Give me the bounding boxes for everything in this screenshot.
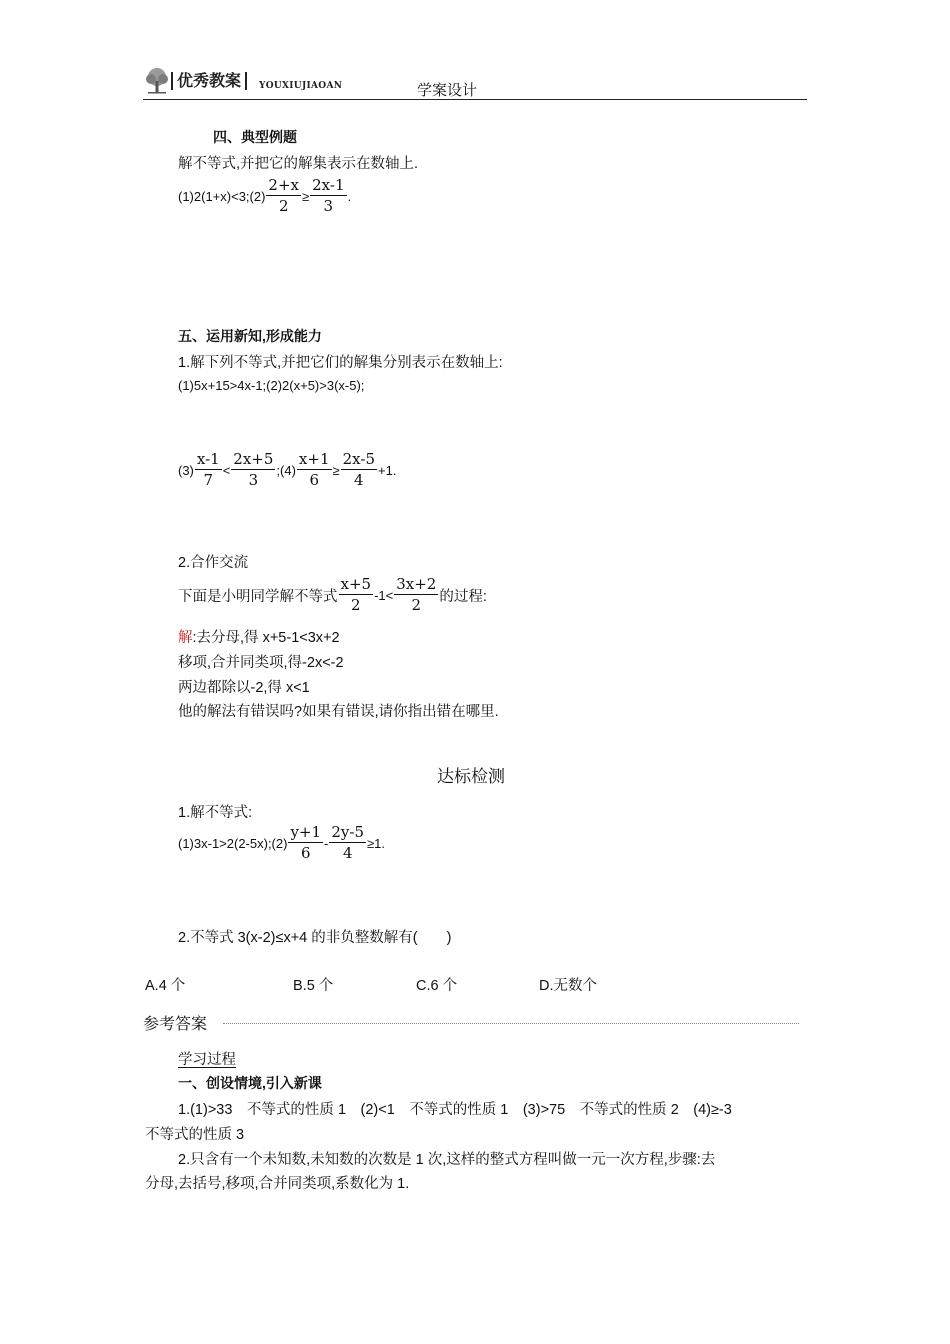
- problem-text: (1)3x-1>2(2-5x);(2): [178, 835, 288, 851]
- section4-heading: 四、典型例题: [213, 129, 297, 145]
- section5-q1-line1: (1)5x+15>4x-1;(2)2(x+5)>3(x-5);: [178, 378, 365, 393]
- check-title: 达标检测: [437, 767, 505, 786]
- problem-text: 的过程:: [439, 588, 487, 605]
- solution-line-4: 他的解法有错误吗?如果有错误,请你指出错在哪里.: [178, 704, 499, 720]
- problem-text: +1.: [378, 462, 397, 478]
- denominator: 3: [248, 471, 259, 489]
- problem-text: -: [324, 835, 329, 851]
- fraction: [195, 450, 222, 490]
- dotted-rule: [223, 1023, 799, 1024]
- option-d: D.无数个: [539, 978, 597, 994]
- tree-logo-icon: [143, 67, 171, 95]
- denominator: 4: [354, 471, 364, 489]
- problem-text: .: [347, 188, 352, 204]
- relation-symbol: <: [222, 462, 231, 478]
- section5-q2-title: 2.合作交流: [178, 555, 249, 571]
- page-header: [143, 66, 807, 100]
- numerator: 2x-1: [312, 176, 345, 194]
- problem-text: -1<: [374, 587, 394, 603]
- problem-text: ;(4): [276, 462, 296, 478]
- numerator: 2y-5: [331, 823, 365, 841]
- numerator: 3x+2: [396, 575, 437, 593]
- section4-problem-line: [178, 176, 351, 216]
- fraction: [297, 450, 332, 490]
- answers-subheading: 学习过程: [178, 1052, 236, 1068]
- fraction: [231, 450, 275, 490]
- numerator: x+1: [298, 450, 330, 468]
- denominator: 6: [300, 844, 311, 862]
- denominator: 2: [278, 197, 289, 215]
- numerator: y+1: [290, 823, 322, 841]
- section5-heading: 五、运用新知,形成能力: [178, 328, 322, 344]
- section5-q1-prompt: 1.解下列不等式,并把它们的解集分别表示在数轴上:: [178, 355, 503, 371]
- relation-symbol: ≥: [302, 188, 310, 204]
- fraction: [266, 176, 301, 216]
- header-title: 学案设计: [417, 82, 478, 99]
- denominator: 2: [411, 596, 422, 614]
- check-q1: 1.解不等式:: [178, 805, 253, 821]
- answer-1-line2: 不等式的性质 3: [145, 1127, 245, 1143]
- section5-q2-lead-line: [178, 575, 487, 615]
- numerator: 2x+5: [233, 450, 274, 468]
- problem-text: (3): [178, 462, 194, 478]
- solution-line-1: [178, 626, 340, 647]
- denominator: 7: [203, 471, 214, 489]
- fraction: [339, 575, 374, 615]
- answers-heading-row: [143, 1011, 799, 1031]
- problem-text: 下面是小明同学解不等式: [178, 588, 338, 605]
- denominator: 4: [342, 844, 353, 862]
- option-b: B.5 个: [293, 978, 334, 994]
- section4-prompt: 解不等式,并把它的解集表示在数轴上.: [178, 156, 419, 172]
- fraction: [310, 176, 346, 216]
- answers-heading: 参考答案: [143, 1011, 209, 1034]
- numerator: x+5: [340, 575, 372, 593]
- denominator: 6: [309, 471, 319, 489]
- check-q2: 2.不等式 3(x-2)≤x+4 的非负整数解有( ): [178, 930, 452, 946]
- denominator: 3: [323, 197, 334, 215]
- denominator: 2: [351, 596, 361, 614]
- solution-line-3: 两边都除以-2,得 x<1: [178, 680, 310, 696]
- problem-text: ≥1.: [367, 835, 386, 851]
- relation-symbol: ≥: [332, 462, 340, 478]
- fraction: [341, 450, 377, 490]
- numerator: 2x-5: [342, 450, 375, 468]
- answers-section1: 一、创设情境,引入新课: [178, 1075, 322, 1091]
- problem-text: (1)2(1+x)<3;(2): [178, 188, 266, 204]
- logo-text: 优秀教案: [171, 72, 247, 90]
- fraction: [394, 575, 438, 615]
- answer-1-line1: 1.(1)>33 不等式的性质 1 (2)<1 不等式的性质 1 (3)>75 不等式的性质 2 (4)≥-3: [178, 1102, 732, 1118]
- check-q1-line: [178, 823, 385, 863]
- fraction: [329, 823, 366, 863]
- solution-label: 解: [178, 630, 193, 646]
- numerator: x-1: [196, 450, 220, 468]
- logo-pinyin: YOUXIUJIAOAN: [259, 81, 343, 91]
- numerator: 2+x: [268, 176, 299, 194]
- option-a: A.4 个: [145, 978, 186, 994]
- fraction: [288, 823, 323, 863]
- answer-2-line1: 2.只含有一个未知数,未知数的次数是 1 次,这样的整式方程叫做一元一次方程,步骤:去: [178, 1152, 716, 1168]
- answer-2-line2: 分母,去括号,移项,合并同类项,系数化为 1.: [145, 1176, 410, 1192]
- section5-q1-line2: [178, 450, 396, 490]
- solution-text: :去分母,得 x+5-1<3x+2: [192, 630, 340, 646]
- solution-line-2: 移项,合并同类项,得-2x<-2: [178, 655, 344, 671]
- option-c: C.6 个: [416, 978, 458, 994]
